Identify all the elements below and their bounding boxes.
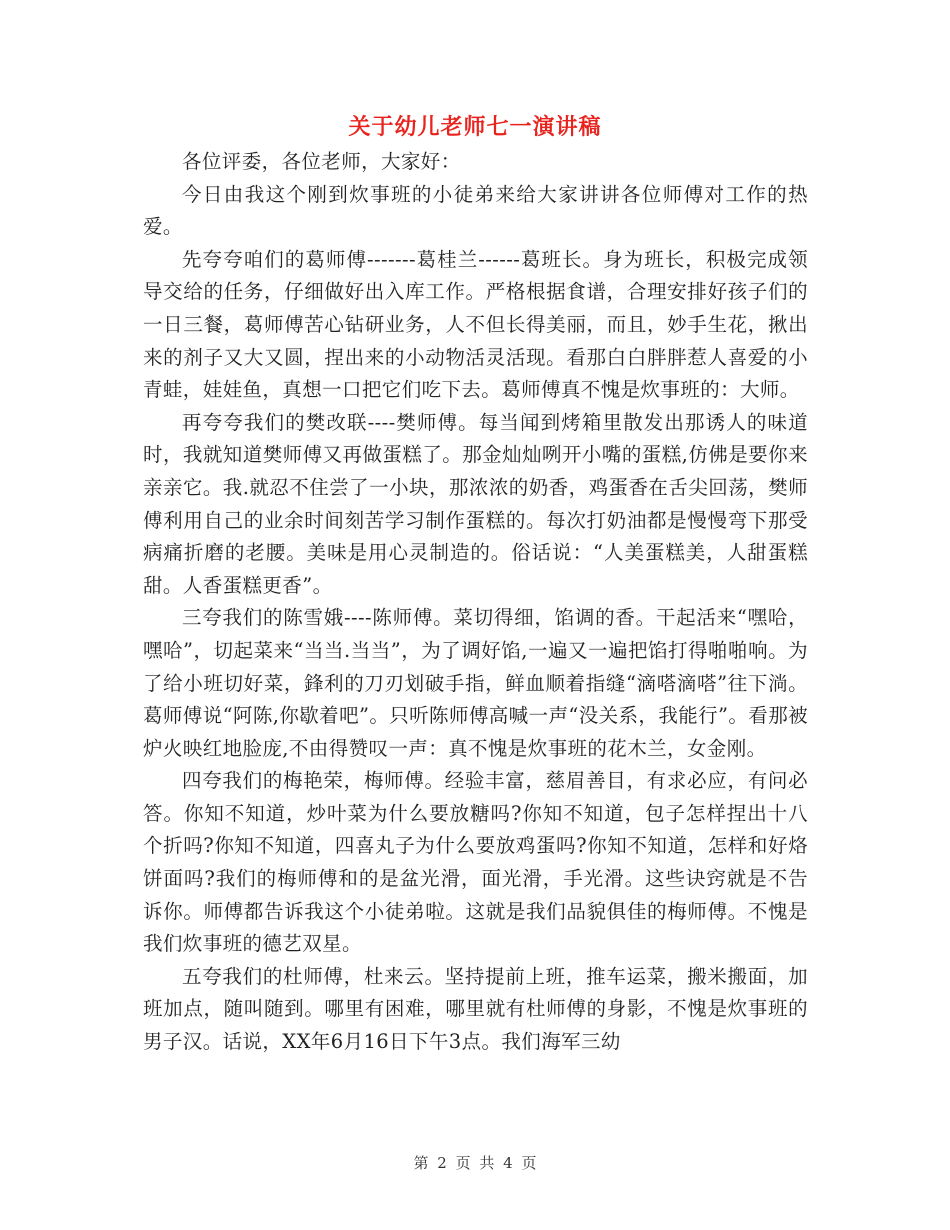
document-body [143,146,808,1059]
paragraph-mei: 四夸我们的梅艳荣，梅师傅。经验丰富，慈眉善目，有求必应，有问必答。你知不知道，炒叶菜为什么要放糖吗?你知不知道，包子怎样捏出十八个折吗?你知不知道，四喜丸子为什么要放鸡蛋吗?你知不知道，怎样和好烙饼面吗?我们的梅师傅和的是盆光滑，面光滑，手光滑。这些诀窍就是不告诉你。师傅都告诉我这个小徒弟啦。这就是我们品貌俱佳的梅师傅。不愧是我们炊事班的德艺双星。 [143,769,808,956]
paragraph-chen: 三夸我们的陈雪娥----陈师傅。菜切得细，馅调的香。干起活来“嘿哈，嘿哈”，切起菜来“当当.当当”，为了调好馅,一遍又一遍把馅打得啪啪响。为了给小班切好菜，鋒利的刀刃划破手指，鲜血顺着指缝“滴嗒滴嗒”往下淌。葛师傅说“阿陈,你歇着吧”。只听陈师傅高喊一声“没关系，我能行”。看那被炉火映红地脸庞,不由得赞叹一声：真不愧是炊事班的花木兰，女金刚。 [143,606,808,760]
paragraph-ge: 先夸夸咱们的葛师傅-------葛桂兰------葛班长。身为班长，积极完成领导交给的任务，仔细做好出入库工作。严格根据食谱，合理安排好孩子们的一日三餐，葛师傅苦心钻研业务，人不但长得美丽，而且，妙手生花，揪出来的剂子又大又圆，捏出来的小动物活灵活现。看那白白胖胖惹人喜爱的小青蛙，娃娃鱼，真想一口把它们吃下去。葛师傅真不愧是炊事班的：大师。 [143,247,808,402]
document-title: 关于幼儿老师七一演讲稿 [348,114,602,140]
paragraph-fan: 再夸夸我们的樊改联----樊师傅。每当闻到烤箱里散发出那诱人的味道时，我就知道樊师傅又再做蛋糕了。那金灿灿咧开小嘴的蛋糕,仿佛是要你来亲亲它。我.就忍不住尝了一小块，那浓浓的奶香，鸡蛋香在舌尖回荡，樊师傅利用自己的业余时间刻苦学习制作蛋糕的。每次打奶油都是慢慢弯下那受病痛折磨的老腰。美味是用心灵制造的。俗话说：“人美蛋糕美，人甜蛋糕甜。人香蛋糕更香”。 [143,410,808,597]
page-footer: 第 2 页 共 4 页 [413,1154,537,1172]
paragraph-du: 五夸我们的杜师傅，杜来云。坚持提前上班，推车运菜，搬米搬面，加班加点，随叫随到。哪里有困难，哪里就有杜师傅的身影，不愧是炊事班的男子汉。话说，XX年6月16日下午3点。我们海军三幼 [143,964,808,1054]
paragraph-intro: 今日由我这个刚到炊事班的小徒弟来给大家讲讲各位师傅对工作的热爱。 [143,182,808,239]
paragraph-greeting: 各位评委，各位老师，大家好： [182,150,461,173]
